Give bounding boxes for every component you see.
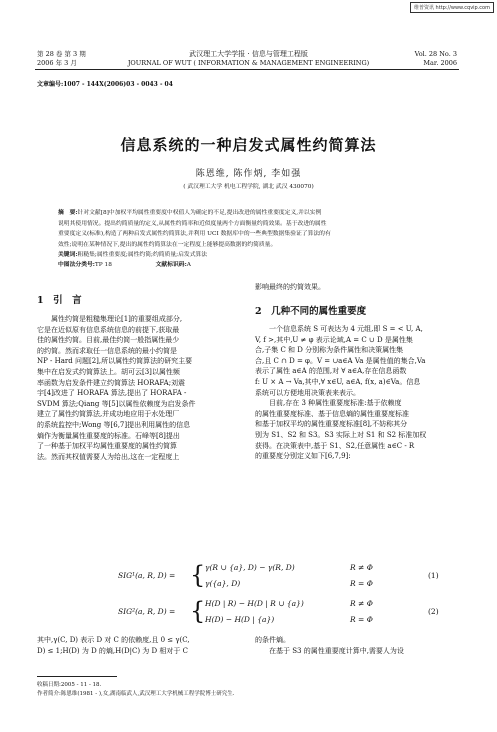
text-line: 它是在近似原有信息系统信息的前提下,获取最 xyxy=(37,325,180,334)
footnote-rule xyxy=(37,676,117,677)
text-line: 系统可以方便地用决策表来表示。 xyxy=(255,388,360,397)
right-column-top-line: 影响最终的约简效果。 xyxy=(255,283,325,291)
text-line: f: U × A → Va,其中,∀ x∈U, a∈A, f(x, a)∈Va。信息 xyxy=(255,377,421,386)
abstract-label: 摘 要: xyxy=(58,210,78,216)
text-line: 获得。在决策表中,基于 S1、S2,任意属性 a∈C - R xyxy=(255,441,415,450)
equation-2-lhs: SIG²(a, R, D) = xyxy=(118,607,176,616)
abstract xyxy=(58,208,443,270)
equation-2-condition-1: R ≠ Φ xyxy=(350,599,373,608)
text-line: 的条件熵。 xyxy=(255,636,290,644)
text-line: V, f >,其中,U ≠ φ 表示论域,A = C ∪ D 是属性集 xyxy=(255,335,413,344)
equation-1-number: (1) xyxy=(428,571,439,580)
text-line: 法。然而其权值需要人为给出,这在一定程度上 xyxy=(37,452,180,461)
section-1-heading: 1 引 言 xyxy=(37,295,82,306)
text-line: NP - Hard 问题[2],所以属性约简算法的研究主要 xyxy=(37,357,193,366)
affiliation: ( 武汉理工大学 机电工程学院, 湖北 武汉 430070) xyxy=(183,184,314,190)
text-line: 佳的属性约简。目前,最佳约简一般指属性最少 xyxy=(37,336,180,345)
keywords: 粗糙集;属性重要度;属性约简;约简质量;启发式算法 xyxy=(77,252,208,258)
header-journal-en: JOURNAL OF WUT ( INFORMATION & MANAGEMENT ENGINEERING) xyxy=(127,59,370,67)
abstract-line: 说明其使用情况。提出约简质量的定义,从属性约简率和近似度量两个方面衡量约简效果。基于改进的属性 xyxy=(58,220,327,227)
text-line: 的约简。然而求取任一信息系统的最小约简是 xyxy=(37,346,177,355)
bottom-left-text xyxy=(37,635,237,656)
paper-title: 信息系统的一种启发式属性约简算法 xyxy=(120,136,377,154)
equation-1-condition-1: R ≠ Φ xyxy=(350,563,373,572)
doc-code: A xyxy=(186,262,191,268)
text-line: 建立了属性约简算法,并成功地应用于水处理厂 xyxy=(37,410,180,419)
author-bio: 作者简介:陈恩维(1981 - ),女,湖南临武人,武汉理工大学机械工程学院博士研究生. xyxy=(37,691,235,697)
header-date-en: Mar. 2006 xyxy=(423,59,457,67)
section-2-heading: 2 几种不同的属性重要度 xyxy=(255,306,367,317)
equation-1-case-1: γ(R ∪ {a}, D) − γ(R, D) xyxy=(205,563,295,572)
text-line: 率函数为启发条件建立约简算法 HORAFA;刘震 xyxy=(37,378,186,387)
header-journal-cn: 武汉理工大学学报 · 信息与管理工程版 xyxy=(189,50,308,58)
abstract-line: 重要度定义(标准),构造了两种启发式属性约简算法,并利用 UCI 数据库中的一些典型数据集验证了算法的有 xyxy=(58,231,331,237)
text-line: 别为 S1、S2 和 S3。S3 实际上对 S1 和 S2 标准加权 xyxy=(255,430,427,439)
text-line: 合,且 C ∩ D = φ。V = ∪a∈A Va 是属性值的集合,Va xyxy=(255,356,426,365)
header-volume-en: Vol. 28 No. 3 xyxy=(414,50,457,58)
equation-2-brace: { xyxy=(190,597,206,625)
header-volume-cn: 第 28 卷 第 3 期 xyxy=(37,50,86,58)
text-line: SVDM 算法;Qiang 等[5]以属性依赖度为启发条件 xyxy=(37,399,196,408)
equation-2-case-2: H(D) − H(D | {a}) xyxy=(205,615,275,624)
watermark: 维普资讯 http://www.cqvip.com xyxy=(410,2,494,13)
equation-1-lhs: SIG¹(a, R, D) = xyxy=(118,571,176,580)
doc-code-label: 文献标识码: xyxy=(155,262,187,268)
equation-2-number: (2) xyxy=(428,607,439,616)
classification-code: TP 18 xyxy=(94,262,112,268)
equation-1-case-2: γ({a}, D) xyxy=(205,579,241,588)
text-line: 的重要度分别定义如下[6,7,9]: xyxy=(255,452,351,461)
text-line: 的属性重要度标准、基于信息熵的属性重要度标准 xyxy=(255,409,409,418)
text-line: 了一种基于加权平均属性重要度的属性约简算 xyxy=(37,442,177,451)
abstract-line: 针对文献[8]中加权平均属性重要度中权值人为确定的不足,提出改进的属性重要度定义,并以实例 xyxy=(77,210,322,216)
header-date-cn: 2006 年 3 月 xyxy=(37,59,77,67)
keywords-label: 关键词: xyxy=(58,252,78,258)
text-line: 的系统监控中;Wong 等[6,7]提出利用属性的信息 xyxy=(37,420,191,429)
text-line: 熵作为衡量属性重要度的标准。石峰等[8]提出 xyxy=(37,431,180,440)
text-line: 属性约简是粗糙集理论[1]的重要组成部分, xyxy=(51,315,183,323)
equation-2-case-1: H(D | R) − H(D | R ∪ {a}) xyxy=(205,599,304,608)
bottom-right-text xyxy=(255,635,460,656)
article-number: 文章编号:1007 - 144X(2006)03 - 0043 - 04 xyxy=(37,81,173,88)
text-line: 目前,存在 3 种属性重要度标准:基于依赖度 xyxy=(269,399,402,408)
text-line: 在基于 S3 的属性重要度计算中,需要人为设 xyxy=(269,646,404,655)
equation-2-condition-2: R = Φ xyxy=(350,615,373,624)
received-date: 收稿日期:2005 - 11 - 18. xyxy=(37,682,102,688)
text-line: D) ≤ 1;H(D) 为 D 的熵,H(D|C) 为 D 相对于 C xyxy=(37,646,188,655)
equation-1-condition-2: R = Φ xyxy=(350,579,373,588)
authors: 陈恩维, 陈作炳, 李如强 xyxy=(195,169,302,179)
text-line: 其中,γ(C, D) 表示 D 对 C 的依赖度,且 0 ≤ γ(C, xyxy=(37,636,190,644)
text-line: 宇[4]改进了 HORAFA 算法,提出了 HORAFA - xyxy=(37,389,187,398)
text-line: 一个信息系统 S 可表达为 4 元组,即 S = < U, A, xyxy=(269,325,423,333)
right-column-text xyxy=(255,324,460,462)
left-column-text xyxy=(37,314,237,462)
abstract-line: 效性;说明在某种情况下,提出的属性约简算法在一定程度上能够提高数据的约简质量。 xyxy=(58,241,277,248)
classification-label: 中图法分类号: xyxy=(58,262,95,268)
text-line: 和基于加权平均的属性重要度标准[8],不妨称其分 xyxy=(255,420,408,429)
equation-1-brace: { xyxy=(190,561,206,589)
text-line: 集中在启发式约简算法上。胡可云[3]以属性频 xyxy=(37,367,180,376)
text-line: 表示了属性 a∈A 的范围,对 ∀ a∈A,存在信息函数 xyxy=(255,367,407,376)
header-rule xyxy=(35,69,459,70)
text-line: 合,子集 C 和 D 分别称为条件属性和决策属性集 xyxy=(255,346,404,355)
